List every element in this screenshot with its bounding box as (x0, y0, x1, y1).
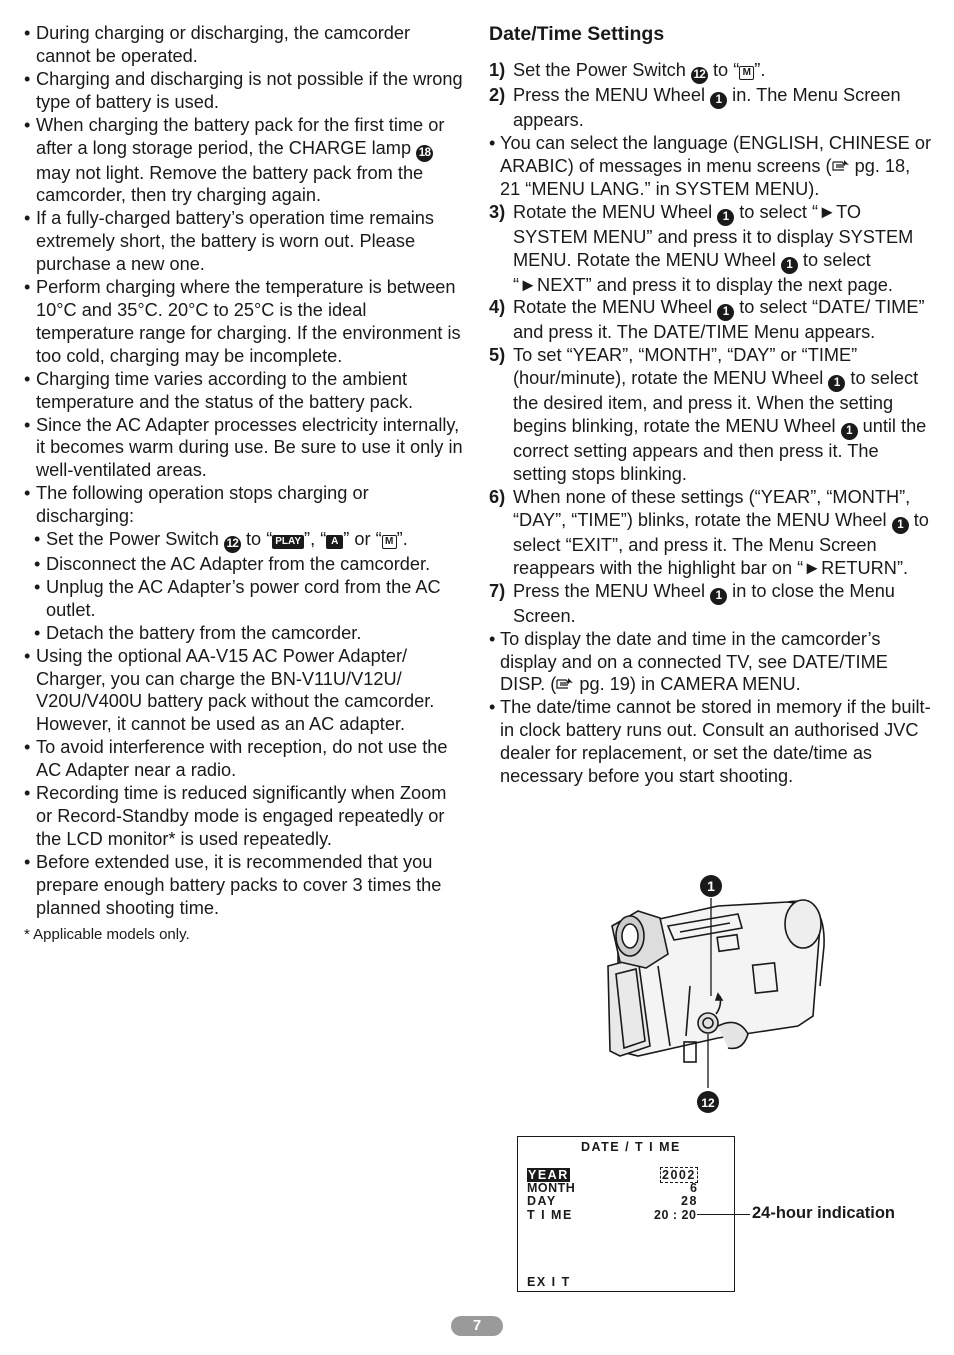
left-column (24, 22, 466, 945)
page-reference-icon (832, 159, 850, 173)
manual-mode-icon: M (739, 66, 754, 80)
annotation-leader-line (697, 1214, 750, 1215)
step-7: 7) Press the MENU Wheel 1 in to close the Menu Screen. (489, 580, 895, 626)
menu-row-year-label: YEAR (528, 1168, 569, 1182)
right-column (489, 22, 931, 788)
callout-12: 12 (691, 67, 708, 84)
menu-screen-title: DATE / T I ME (581, 1140, 681, 1154)
play-mode-icon: PLAY (272, 535, 304, 549)
bullet-optional-charger: • Using the optional AA-V15 AC Power Adapter/ Charger, you can charge the BN-V11U/V12U/ V20U/V400U battery pack without the camcorder. However, it cannot be used as an AC adapter. (24, 645, 466, 737)
camcorder-illustration (598, 866, 838, 1116)
callout-1: 1 (841, 423, 858, 440)
menu-exit-label: EX I T (527, 1275, 571, 1289)
bullet-clock-battery: • The date/time cannot be stored in memory if the built-in clock battery runs out. Consult an authorised JVC dealer for replacement, or set the date/time as necessary before you start shooting. (489, 696, 931, 788)
page-reference-icon (556, 677, 574, 691)
step-4: 4) Rotate the MENU Wheel 1 to select “DATE/ TIME” and press it. The DATE/TIME Menu appears. (489, 297, 925, 343)
sub-bullet-detach: • Detach the battery from the camcorder. (34, 622, 466, 645)
annotation-24-hour: 24-hour indication (752, 1204, 896, 1222)
bullet-interference: • To avoid interference with reception, do not use the AC Adapter near a radio. (24, 736, 466, 782)
callout-1: 1 (717, 209, 734, 226)
manual-mode-icon: M (382, 535, 397, 549)
menu-row-month-value: 6 (690, 1181, 699, 1195)
menu-row-day-value: 28 (681, 1194, 698, 1208)
step-2: 2) Press the MENU Wheel 1 in. The Menu Screen appears. (489, 85, 901, 130)
bullet-temperature: • Perform charging where the temperature is between 10°C and 35°C. 20°C to 25°C is the ideal temperature range for charging. If the environment is too cold, charging may be incomplete. (24, 276, 466, 368)
step-6: 6) When none of these settings (“YEAR”, “MONTH”, “DAY”, “TIME”) blinks, rotate the MENU Wheel 1 to select “EXIT”, and press it. The Menu Screen reappears with the highlight bar on “►RETURN”. (489, 486, 929, 578)
callout-1: 1 (781, 257, 798, 274)
step-5: 5) To set “YEAR”, “MONTH”, “DAY” or “TIME” (hour/minute), rotate the MENU Wheel 1 to select the desired item, and press it. When the setting begins blinking, rotate the MENU Wheel 1 until the correct setting appears and then press it. The setting stops blinking. (489, 345, 927, 485)
menu-row-month-label: MONTH (527, 1181, 576, 1195)
menu-row-time-label: T I ME (527, 1208, 573, 1222)
section-title: Date/Time Settings (489, 23, 665, 45)
callout-18: 18 (416, 145, 433, 162)
sub-bullet-disconnect: • Disconnect the AC Adapter from the camcorder. (34, 553, 466, 576)
callout-1: 1 (717, 304, 734, 321)
bullet-worn-out: • If a fully-charged battery’s operation time remains extremely short, the battery is worn out. Please purchase a new one. (24, 207, 466, 276)
sub-bullet-power-switch: • Set the Power Switch 12 to “ PLAY ”, “ A ” or “ M ”. (34, 528, 466, 553)
bullet-charging-time: • Charging time varies according to the ambient temperature and the status of the battery pack. (24, 368, 466, 414)
callout-1-label: 1 (707, 878, 715, 894)
bullet-stops-charging: • The following operation stops charging or discharging: (24, 482, 466, 528)
bullet-operation: • During charging or discharging, the camcorder cannot be operated. (24, 22, 466, 68)
sub-bullet-unplug: • Unplug the AC Adapter’s power cord from the AC outlet. (34, 576, 466, 622)
bullet-date-display: • To display the date and time in the camcorder’s display and on a connected TV, see DATE/TIME DISP. ( pg. 19) in CAMERA MENU. (489, 628, 931, 697)
step-1: 1) Set the Power Switch 12 to “ M ”. (489, 59, 931, 84)
callout-12: 12 (224, 536, 241, 553)
menu-row-day-label: DAY (527, 1194, 557, 1208)
callout-1: 1 (828, 375, 845, 392)
bullet-adapter-warm: • Since the AC Adapter processes electricity internally, it becomes warm during use. Be sure to use it only in well-ventilated areas. (24, 414, 466, 483)
page-number: 7 (451, 1316, 503, 1336)
bullet-recording-time: • Recording time is reduced significantly when Zoom or Record-Standby mode is engaged repeatedly or the LCD monitor* is used repeatedly. (24, 782, 466, 851)
menu-row-year-value: 2002 (662, 1168, 696, 1182)
bullet-wrong-battery: • Charging and discharging is not possible if the wrong type of battery is used. (24, 68, 466, 114)
step-3: 3) Rotate the MENU Wheel 1 to select “►TO SYSTEM MENU” and press it to display SYSTEM MENU. Rotate the MENU Wheel 1 to select “►NEXT” and press it to display the next page. (489, 201, 914, 295)
callout-12-label: 12 (701, 1096, 715, 1110)
bullet-extended-use: • Before extended use, it is recommended that you prepare enough battery packs to cover 3 times the planned shooting time. (24, 851, 466, 920)
callout-1: 1 (710, 92, 727, 109)
bullet-charge-lamp: • When charging the battery pack for the first time or after a long storage period, the CHARGE lamp 18 may not light. Remove the battery pack from the camcorder, then try charging again. (24, 114, 466, 208)
callout-1: 1 (892, 517, 909, 534)
auto-mode-icon: A (326, 535, 343, 549)
bullet-language: • You can select the language (ENGLISH, CHINESE or ARABIC) of messages in menu screens ( pg. 18, 21 “MENU LANG.” in SYSTEM MENU). (489, 132, 931, 201)
menu-row-time-value: 20 : 20 (654, 1208, 697, 1222)
footnote: * Applicable models only. (24, 925, 190, 943)
callout-1: 1 (710, 588, 727, 605)
